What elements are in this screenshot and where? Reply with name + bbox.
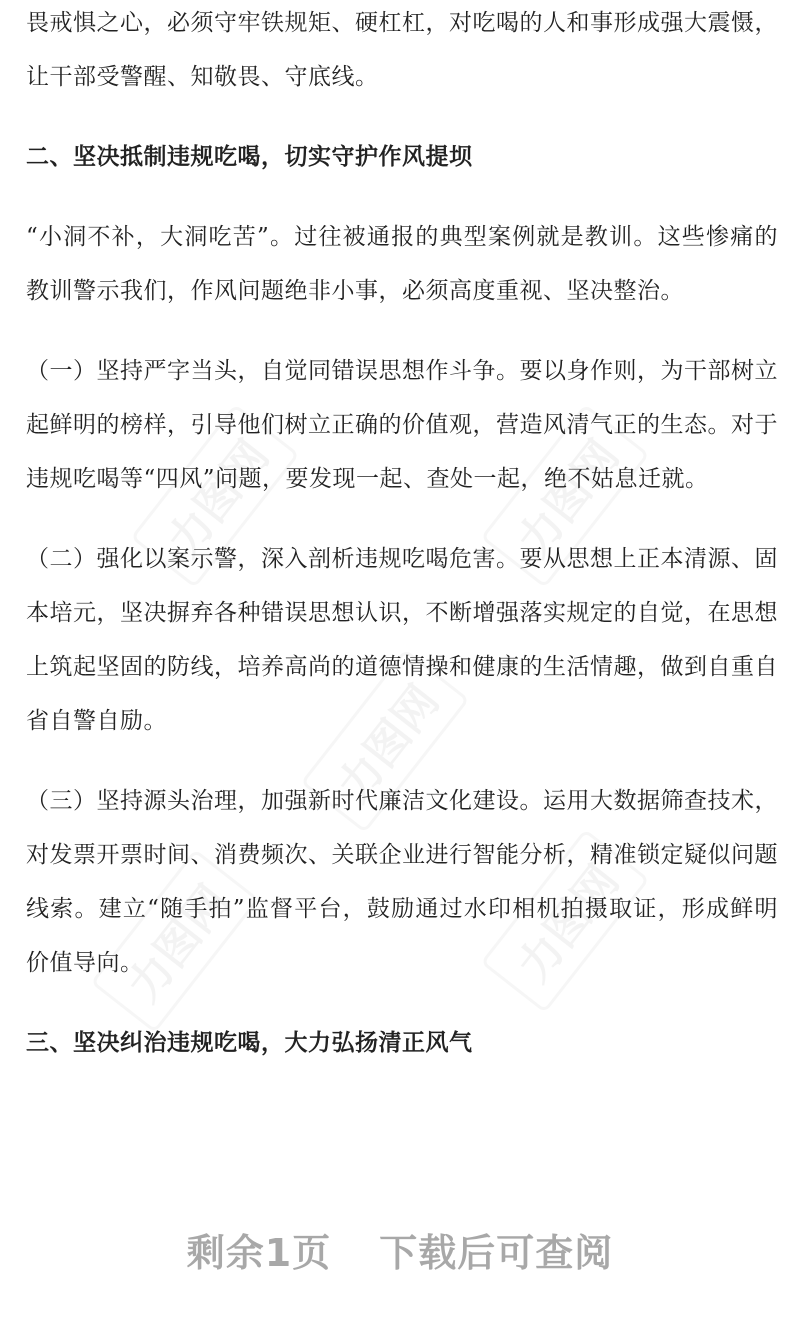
watermark: 力图网 [480, 829, 649, 1013]
paragraph: （一）坚持严字当头，自觉同错误思想作斗争。要以身作则，为干部树立起鲜明的榜样，引导他们树立正确的价值观，营造风清气正的生态。对于违规吃喝等“四风”问题，要发现一起、查处一起，绝不姑息迁就。 [26, 358, 778, 492]
document-body [26, 0, 778, 1070]
paragraph: （三）坚持源头治理，加强新时代廉洁文化建设。运用大数据筛查技术，对发票开票时间、消费频次、关联企业进行智能分析，精准锁定疑似问题线索。建立“随手拍”监督平台，鼓励通过水印相机拍摄取证，形成鲜明价值导向。 [26, 788, 778, 976]
remaining-pages-label: 剩余1页 [186, 1231, 332, 1275]
watermark: 力图网 [480, 404, 649, 588]
section-heading: 三、坚决纠治违规吃喝，大力弘扬清正风气 [26, 1030, 473, 1056]
section-heading: 二、坚决抵制违规吃喝，切实守护作风提坝 [26, 144, 473, 170]
download-to-view-label[interactable]: 下载后可查阅 [379, 1231, 614, 1275]
watermark: 力图网 [130, 404, 299, 588]
paragraph: 畏戒惧之心，必须守牢铁规矩、硬杠杠，对吃喝的人和事形成强大震慑，让干部受警醒、知敬畏、守底线。 [26, 10, 778, 90]
paragraph: “小洞不补，大洞吃苦”。过往被通报的典型案例就是教训。这些惨痛的教训警示我们，作风问题绝非小事，必须高度重视、坚决整治。 [26, 224, 778, 304]
download-prompt[interactable] [0, 1222, 800, 1277]
watermark: 力图网 [300, 649, 469, 833]
watermark: 力图网 [90, 849, 259, 1033]
paragraph: （二）强化以案示警，深入剖析违规吃喝危害。要从思想上正本清源、固本培元，坚决摒弃各种错误思想认识，不断增强落实规定的自觉，在思想上筑起坚固的防线，培养高尚的道德情操和健康的生活情趣，做到自重自省自警自励。 [26, 546, 778, 734]
